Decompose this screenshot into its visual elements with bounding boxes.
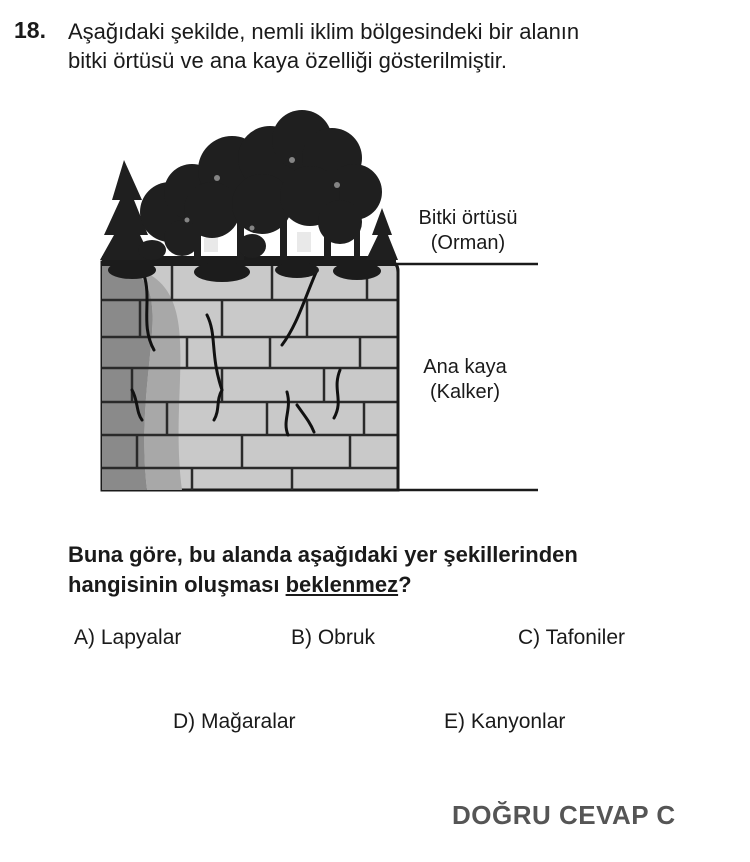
question-prompt: [68, 540, 578, 600]
question-stem: [68, 17, 728, 75]
prompt-line-2-end: ?: [398, 572, 412, 597]
vegetation-label: [398, 206, 538, 256]
stem-line-1: Aşağıdaki şekilde, nemli iklim bölgesindeki bir alanın: [68, 19, 580, 44]
option-c[interactable]: C) Tafoniler: [518, 626, 625, 649]
rock-label: [405, 355, 525, 405]
forest-canopy: [100, 110, 398, 260]
option-d[interactable]: D) Mağaralar: [173, 710, 296, 733]
question-number: 18.: [14, 17, 46, 43]
stem-line-2: bitki örtüsü ve ana kaya özelliği gösterilmiştir.: [68, 48, 507, 73]
rock-label-line-2: (Kalker): [429, 381, 500, 403]
option-a[interactable]: A) Lapyalar: [74, 626, 182, 649]
vegetation-label-line-1: Bitki örtüsü: [418, 207, 518, 229]
limestone-block: [102, 262, 398, 490]
vegetation-rock-figure: [92, 100, 552, 500]
prompt-line-1: Buna göre, bu alanda aşağıdaki yer şekillerinden: [68, 542, 578, 567]
figure-illustration: [92, 100, 552, 500]
prompt-emphasis: beklenmez: [285, 572, 399, 597]
correct-answer: DOĞRU CEVAP C: [452, 800, 676, 830]
option-b[interactable]: B) Obruk: [291, 626, 376, 649]
vegetation-label-line-2: (Orman): [430, 232, 506, 254]
prompt-line-2: [68, 570, 578, 600]
prompt-line-2-start: hangisinin oluşması: [68, 572, 286, 597]
rock-label-line-1: Ana kaya: [423, 356, 507, 378]
option-e[interactable]: E) Kanyonlar: [444, 710, 566, 733]
